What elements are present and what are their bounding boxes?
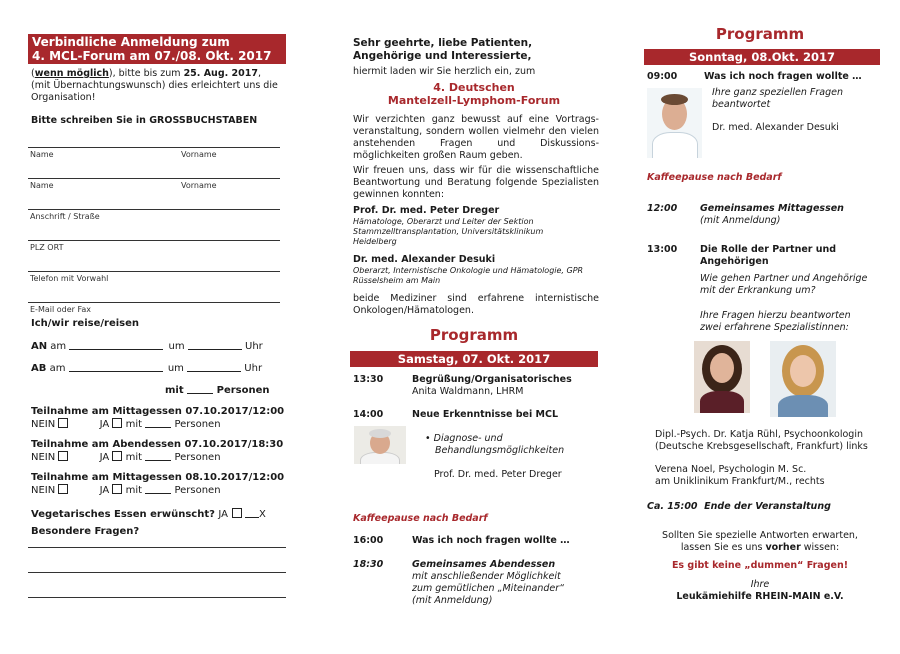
bullet-icon: • [425, 433, 431, 444]
slogan: Es gibt keine „dummen“ Fragen! [671, 560, 849, 571]
sun-item2-time: 12:00 [647, 203, 678, 214]
sun-item3-answer: Ihre Fragen hierzu beantworten zwei erfahrene Spezialistinnen: [700, 310, 851, 333]
label-address: Anschrift / Straße [30, 212, 100, 221]
sunday-banner: Sonntag, 08.Okt. 2017 [644, 49, 880, 65]
label-vorname-1: Vorname [181, 150, 217, 159]
sun-speaker-2: Verena Noel, Psychologin M. Sc. am Uniklinikum Frankfurt/M., rechts [655, 464, 825, 487]
address-field-line[interactable] [28, 209, 280, 210]
closing-note: Sollten Sie spezielle Antworten erwarten, lassen Sie es uns vorher wissen: [662, 530, 858, 553]
plz-field-line[interactable] [28, 240, 280, 241]
letter-para-2: Wir freuen uns, dass wir für die wissenschaftliche Beantwortung und Beratung folgende Spezialisten gewinnen konnten: [353, 165, 599, 200]
vegetarian-mark: X [258, 509, 266, 520]
sat-item1-sub: Anita Waldmann, LHRM [412, 386, 524, 397]
meal-1-label: Teilnahme am Mittagessen 07.10.2017/12:00 [31, 406, 285, 417]
meal-1-ja-checkbox[interactable] [112, 418, 122, 428]
sun-item1-desc: Ihre ganz speziellen Fragen beantwortet [712, 87, 844, 110]
letter-para-1: Wir verzichten ganz bewusst auf eine Vortrags-veranstaltung, sondern wollen vielmehr den vielen anstehenden Fragen und Diskussions-möglichkeiten großen Raum geben. [353, 114, 599, 161]
label-name-2: Name [30, 181, 54, 190]
photo-peter-dreger [354, 426, 406, 464]
photo-katja-ruehl [694, 341, 750, 413]
registration-banner [28, 34, 286, 64]
arrival-date-field[interactable] [69, 340, 163, 350]
greeting: Sehr geehrte, liebe Patienten, Angehörige und Interessierte, [353, 37, 533, 62]
phone-field-line[interactable] [28, 271, 280, 272]
sat-item2-title: Neue Erkenntnisse bei MCL [412, 409, 559, 420]
meal-1: Teilnahme am Mittagessen 07.10.2017/12:00 NEIN JA mit Personen [31, 405, 293, 431]
sunday-heading: Programm [715, 25, 805, 43]
name-field-line-1[interactable] [28, 147, 280, 148]
meal-1-persons-field[interactable] [145, 418, 171, 428]
sat-item4-block: Gemeinsames Abendessen mit anschließender Möglichkeit zum gemütlichen „Miteinander“ (mit Anmeldung) [412, 559, 565, 606]
special-questions-line-3[interactable] [28, 597, 286, 598]
meal-2-label: Teilnahme am Abendessen 07.10.2017/18:30 [31, 439, 284, 450]
meal-2-ja-checkbox[interactable] [112, 451, 122, 461]
sun-item1-speaker: Dr. med. Alexander Desuki [712, 122, 839, 133]
sun-coffee: Kaffeepause nach Bedarf [647, 172, 782, 183]
letter-para-3: beide Mediziner sind erfahrene internistische Onkologen/Hämatologen. [353, 293, 599, 316]
sun-item1-time: 09:00 [647, 71, 678, 82]
vegetarian-row: Vegetarisches Essen erwünscht? JA X [31, 509, 266, 520]
vegetarian-ja-checkbox[interactable] [232, 508, 242, 518]
sat-item2-bullets: • Diagnose- und Behandlungsmöglichkeiten [425, 433, 565, 456]
sat-item1-title: Begrüßung/Organisatorisches [412, 374, 572, 385]
meal-2: Teilnahme am Abendessen 07.10.2017/18:30 NEIN JA mit Personen [31, 438, 293, 464]
label-phone: Telefon mit Vorwahl [30, 274, 109, 283]
departure-date-field[interactable] [69, 362, 163, 372]
meal-3: Teilnahme am Mittagessen 08.10.2017/12:00 NEIN JA mit Personen [31, 471, 293, 497]
meal-3-ja-checkbox[interactable] [112, 484, 122, 494]
speaker-2-name: Dr. med. Alexander Desuki [353, 254, 496, 265]
meal-3-label: Teilnahme am Mittagessen 08.10.2017/12:00 [31, 472, 285, 483]
photo-alexander-desuki [647, 88, 702, 158]
sun-speaker-1: Dipl.-Psych. Dr. Katja Rühl, Psychoonkologin (Deutsche Krebsgesellschaft, Frankfurt) links [655, 429, 868, 452]
photo-verena-noel [770, 341, 836, 417]
speaker-1-desc: Hämatologe, Oberarzt und Leiter der Sektion Stammzelltransplantation, Universitätsklinikum Heidelberg [353, 217, 544, 246]
name-field-line-2[interactable] [28, 178, 280, 179]
meal-3-nein-checkbox[interactable] [58, 484, 68, 494]
sat-item3-title: Was ich noch fragen wollte … [412, 535, 570, 546]
label-email: E-Mail oder Fax [30, 305, 91, 314]
speaker-1-name: Prof. Dr. med. Peter Dreger [353, 205, 500, 216]
caps-note: Bitte schreiben Sie in GROSSBUCHSTABEN [31, 115, 258, 126]
sun-item3-title: Die Rolle der Partner und Angehörigen [700, 244, 837, 267]
travel-heading: Ich/wir reise/reisen [31, 318, 140, 329]
sat-item2-time: 14:00 [353, 409, 384, 420]
sat-item4-time: 18:30 [353, 559, 384, 570]
sun-item2-block: Gemeinsames Mittagessen (mit Anmeldung) [700, 203, 844, 226]
speaker-2-desc: Oberarzt, Internistische Onkologie und Hämatologie, GPR Rüsselsheim am Main [353, 266, 584, 285]
meal-3-persons-field[interactable] [145, 484, 171, 494]
registration-banner-line2: 4. MCL-Forum am 07./08. Okt. 2017 [32, 49, 272, 63]
meal-2-nein-checkbox[interactable] [58, 451, 68, 461]
sun-item1-title: Was ich noch fragen wollte … [704, 71, 862, 82]
arrival-row: AN am um Uhr [31, 341, 263, 352]
intro-wenn: wenn möglich [34, 68, 109, 79]
invite-text: hiermit laden wir Sie herzlich ein, zum [353, 66, 536, 77]
sun-item3-time: 13:00 [647, 244, 678, 255]
registration-form [28, 0, 290, 654]
forum-title: 4. Deutschen Mantelzell-Lymphom-Forum [387, 81, 561, 107]
sat-item1-time: 13:30 [353, 374, 384, 385]
sunday-program [640, 0, 880, 654]
sun-end: Ca. 15:00 Ende der Veranstaltung [647, 501, 831, 512]
special-questions-line-1[interactable] [28, 547, 286, 548]
special-questions-line-2[interactable] [28, 572, 286, 573]
travel-persons-field[interactable] [187, 384, 213, 394]
special-questions-label: Besondere Fragen? [31, 526, 140, 537]
meal-1-nein-checkbox[interactable] [58, 418, 68, 428]
arrival-time-field[interactable] [188, 340, 242, 350]
meal-2-persons-field[interactable] [145, 451, 171, 461]
sun-item3-question: Wie gehen Partner und Angehörige mit der Erkrankung um? [700, 273, 868, 296]
departure-row: AB am um Uhr [31, 363, 263, 374]
registration-banner-line1: Verbindliche Anmeldung zum [32, 35, 230, 49]
label-name-1: Name [30, 150, 54, 159]
letter-and-saturday [350, 0, 600, 654]
email-field-line[interactable] [28, 302, 280, 303]
label-plz: PLZ ORT [30, 243, 64, 252]
sat-coffee: Kaffeepause nach Bedarf [353, 513, 488, 524]
travel-persons-row: mit Personen [165, 385, 270, 396]
intro-deadline: 25. Aug. 2017 [183, 68, 258, 79]
sat-item2-speaker: Prof. Dr. med. Peter Dreger [434, 469, 562, 480]
sat-item3-time: 16:00 [353, 535, 384, 546]
registration-intro: (wenn möglich), bitte bis zum 25. Aug. 2017, (mit Übernachtungswunsch) dies erleichtert uns die Organisation! [31, 68, 278, 103]
departure-time-field[interactable] [187, 362, 241, 372]
saturday-banner: Samstag, 07. Okt. 2017 [350, 351, 598, 367]
saturday-heading: Programm [429, 326, 519, 344]
signature: Ihre Leukämiehilfe RHEIN-MAIN e.V. [676, 579, 844, 602]
label-vorname-2: Vorname [181, 181, 217, 190]
